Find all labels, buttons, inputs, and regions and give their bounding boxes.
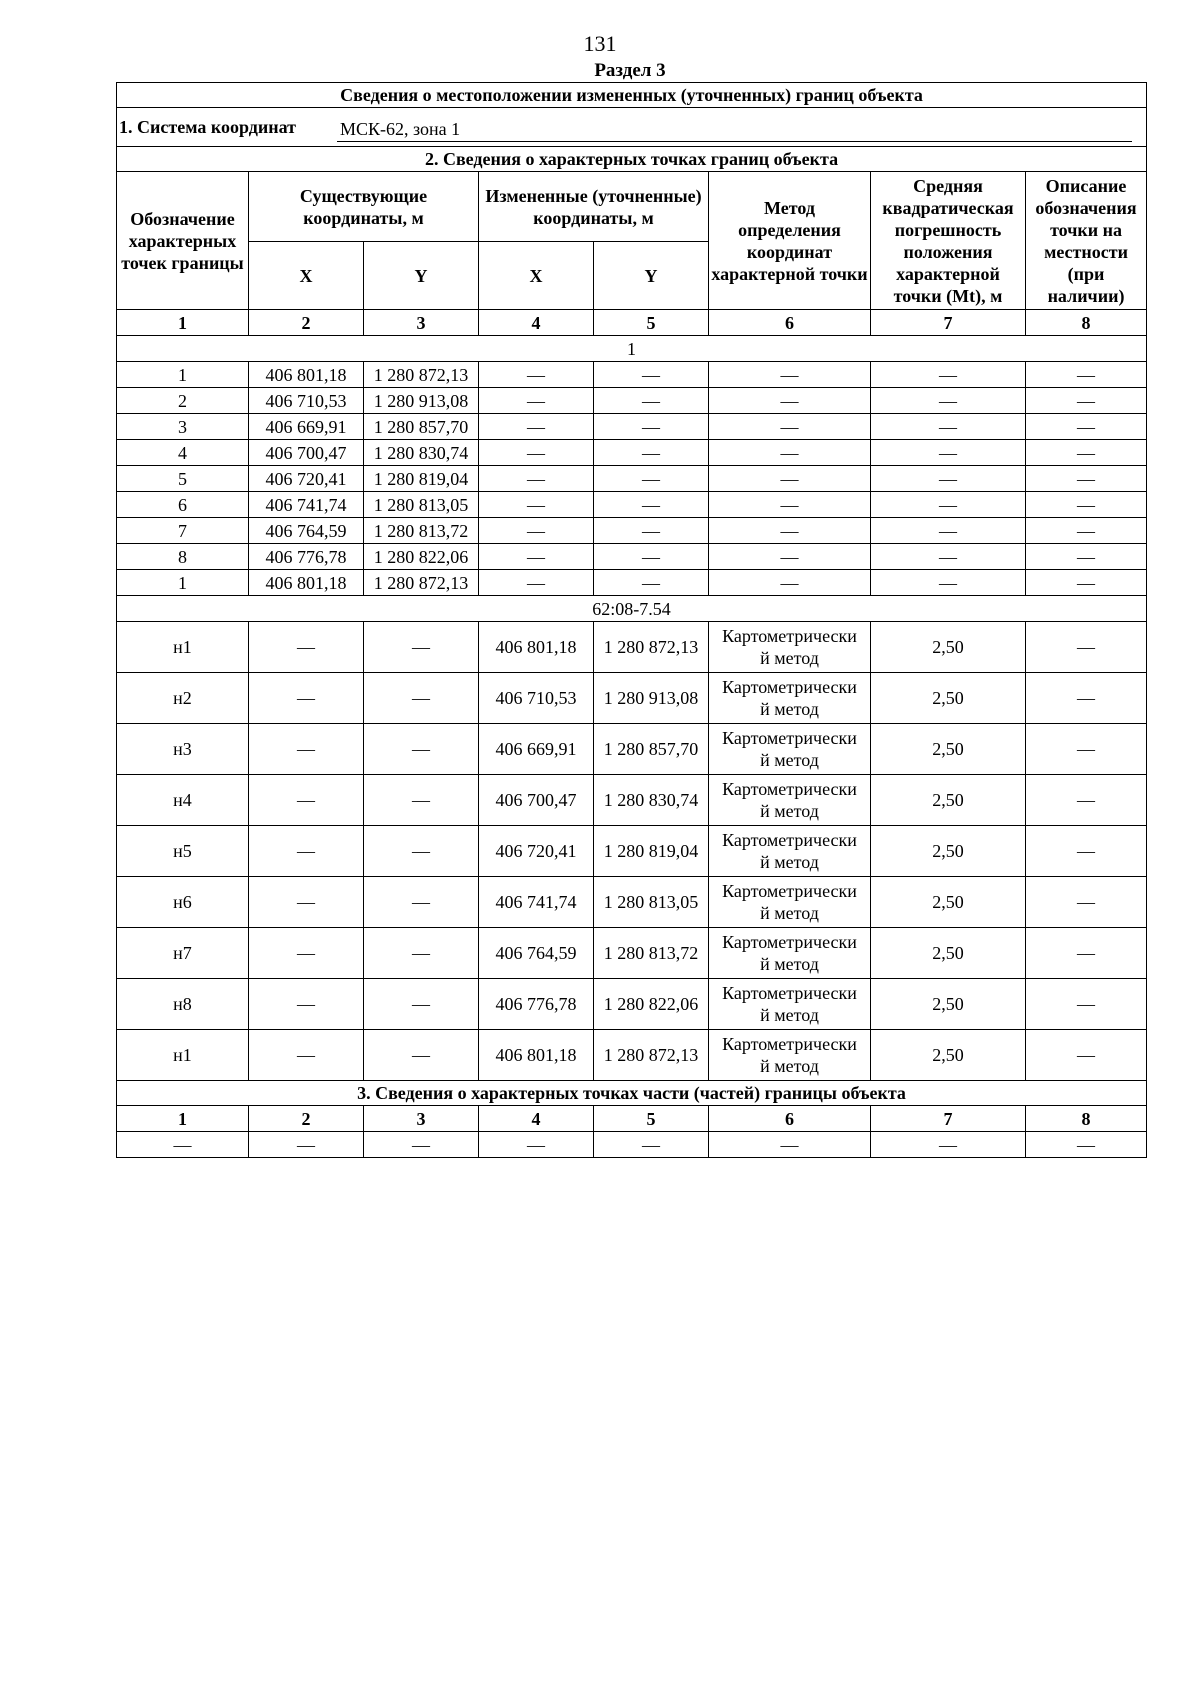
error-value: 2,50 <box>871 979 1026 1030</box>
table-row <box>117 826 1147 877</box>
part2-title: 2. Сведения о характерных точках границ объекта <box>117 147 1147 172</box>
column-number: 3 <box>364 1106 479 1132</box>
method-line: Картометрически <box>722 830 857 850</box>
error-value: 2,50 <box>871 622 1026 673</box>
description: — <box>1026 362 1147 388</box>
table-title: Сведения о местоположении измененных (уточненных) границ объекта <box>117 83 1147 108</box>
changed-x: — <box>479 466 594 492</box>
column-number: 6 <box>709 310 871 336</box>
empty-cell: — <box>479 1132 594 1158</box>
header-changed-y: Y <box>594 242 709 310</box>
error-value: — <box>871 466 1026 492</box>
method: — <box>709 362 871 388</box>
boundary-table <box>116 82 1147 1158</box>
column-number: 2 <box>249 1106 364 1132</box>
error-value: 2,50 <box>871 775 1026 826</box>
point-label: н3 <box>117 724 249 775</box>
method-line: й метод <box>760 1005 819 1025</box>
changed-y: — <box>594 466 709 492</box>
point-label: н8 <box>117 979 249 1030</box>
changed-y: 1 280 830,74 <box>594 775 709 826</box>
error-value: 2,50 <box>871 928 1026 979</box>
empty-cell: — <box>594 1132 709 1158</box>
empty-cell: — <box>709 1132 871 1158</box>
existing-y: 1 280 813,72 <box>364 518 479 544</box>
table-row <box>117 362 1147 388</box>
group-label: 62:08-7.54 <box>117 596 1147 622</box>
description: — <box>1026 877 1147 928</box>
method: — <box>709 544 871 570</box>
description: — <box>1026 826 1147 877</box>
point-label: 5 <box>117 466 249 492</box>
method-line: Картометрически <box>722 728 857 748</box>
header-existing-x: X <box>249 242 364 310</box>
description: — <box>1026 388 1147 414</box>
existing-x: 406 764,59 <box>249 518 364 544</box>
changed-x: — <box>479 518 594 544</box>
existing-y: 1 280 822,06 <box>364 544 479 570</box>
method: — <box>709 414 871 440</box>
changed-x: 406 801,18 <box>479 622 594 673</box>
method-line: Картометрически <box>722 983 857 1003</box>
description: — <box>1026 414 1147 440</box>
table-row <box>117 518 1147 544</box>
error-value: — <box>871 544 1026 570</box>
changed-x: — <box>479 440 594 466</box>
existing-x: 406 801,18 <box>249 570 364 596</box>
method-line: й метод <box>760 801 819 821</box>
header-changed-coords: Измененные (уточненные) координаты, м <box>479 172 709 242</box>
error-value: 2,50 <box>871 724 1026 775</box>
existing-x: 406 700,47 <box>249 440 364 466</box>
header-description: Описание обозначения точки на местности (при наличии) <box>1026 172 1147 310</box>
table-row <box>117 544 1147 570</box>
existing-x: 406 720,41 <box>249 466 364 492</box>
table-row <box>117 466 1147 492</box>
existing-y: — <box>364 928 479 979</box>
table-row <box>117 724 1147 775</box>
table-row <box>117 877 1147 928</box>
column-number-row <box>117 310 1147 336</box>
method-line: Картометрически <box>722 932 857 952</box>
description: — <box>1026 1030 1147 1081</box>
empty-cell: — <box>117 1132 249 1158</box>
existing-x: — <box>249 673 364 724</box>
method <box>709 826 871 877</box>
header-existing-y: Y <box>364 242 479 310</box>
method-line: Картометрически <box>722 677 857 697</box>
method: — <box>709 466 871 492</box>
part3-title-row <box>117 1081 1147 1106</box>
existing-x: — <box>249 622 364 673</box>
existing-y: 1 280 872,13 <box>364 570 479 596</box>
table-row <box>117 492 1147 518</box>
existing-y: 1 280 872,13 <box>364 362 479 388</box>
empty-cell: — <box>1026 1132 1147 1158</box>
empty-cell: — <box>871 1132 1026 1158</box>
method-line: й метод <box>760 852 819 872</box>
error-value: — <box>871 440 1026 466</box>
changed-y: 1 280 819,04 <box>594 826 709 877</box>
method-line: й метод <box>760 750 819 770</box>
point-label: 1 <box>117 570 249 596</box>
changed-y: 1 280 872,13 <box>594 622 709 673</box>
method <box>709 724 871 775</box>
error-value: — <box>871 362 1026 388</box>
changed-x: 406 741,74 <box>479 877 594 928</box>
existing-y: 1 280 813,05 <box>364 492 479 518</box>
error-value: 2,50 <box>871 877 1026 928</box>
description: — <box>1026 928 1147 979</box>
description: — <box>1026 466 1147 492</box>
column-number: 4 <box>479 1106 594 1132</box>
changed-x: 406 700,47 <box>479 775 594 826</box>
description: — <box>1026 518 1147 544</box>
error-value: — <box>871 518 1026 544</box>
existing-x: — <box>249 826 364 877</box>
existing-x: 406 776,78 <box>249 544 364 570</box>
method-line: й метод <box>760 699 819 719</box>
error-value: 2,50 <box>871 826 1026 877</box>
table-row <box>117 570 1147 596</box>
changed-y: 1 280 872,13 <box>594 1030 709 1081</box>
table-row <box>117 1132 1147 1158</box>
existing-x: — <box>249 724 364 775</box>
table-row <box>117 622 1147 673</box>
column-number: 5 <box>594 1106 709 1132</box>
existing-y: 1 280 857,70 <box>364 414 479 440</box>
method: — <box>709 570 871 596</box>
existing-y: 1 280 819,04 <box>364 466 479 492</box>
changed-x: 406 720,41 <box>479 826 594 877</box>
error-value: — <box>871 414 1026 440</box>
table-row <box>117 1030 1147 1081</box>
method: — <box>709 440 871 466</box>
table-row <box>117 928 1147 979</box>
existing-x: 406 669,91 <box>249 414 364 440</box>
method-line: й метод <box>760 1056 819 1076</box>
point-label: н1 <box>117 1030 249 1081</box>
table-row <box>117 979 1147 1030</box>
method-line: й метод <box>760 954 819 974</box>
section-title: Раздел 3 <box>594 60 666 81</box>
description: — <box>1026 492 1147 518</box>
table-row <box>117 673 1147 724</box>
header-changed-x: X <box>479 242 594 310</box>
table-row <box>117 440 1147 466</box>
error-value: — <box>871 492 1026 518</box>
existing-x: — <box>249 979 364 1030</box>
description: — <box>1026 775 1147 826</box>
coord-system-label: 1. Система координат <box>119 117 296 137</box>
group-row <box>117 596 1147 622</box>
changed-y: — <box>594 414 709 440</box>
existing-x: — <box>249 1030 364 1081</box>
method <box>709 775 871 826</box>
changed-x: 406 669,91 <box>479 724 594 775</box>
method <box>709 673 871 724</box>
description: — <box>1026 724 1147 775</box>
method: — <box>709 388 871 414</box>
existing-y: 1 280 913,08 <box>364 388 479 414</box>
changed-x: 406 710,53 <box>479 673 594 724</box>
description: — <box>1026 622 1147 673</box>
changed-x: 406 764,59 <box>479 928 594 979</box>
column-number: 8 <box>1026 310 1147 336</box>
error-value: — <box>871 388 1026 414</box>
description: — <box>1026 979 1147 1030</box>
changed-x: — <box>479 544 594 570</box>
method <box>709 877 871 928</box>
error-value: — <box>871 570 1026 596</box>
table-row <box>117 775 1147 826</box>
method <box>709 979 871 1030</box>
method-line: Картометрически <box>722 881 857 901</box>
point-label: 3 <box>117 414 249 440</box>
column-number: 7 <box>871 1106 1026 1132</box>
method <box>709 928 871 979</box>
existing-x: — <box>249 877 364 928</box>
existing-y: — <box>364 724 479 775</box>
point-label: н1 <box>117 622 249 673</box>
changed-y: — <box>594 518 709 544</box>
point-label: 4 <box>117 440 249 466</box>
column-number: 6 <box>709 1106 871 1132</box>
page-number: 131 <box>583 31 617 56</box>
error-value: 2,50 <box>871 673 1026 724</box>
changed-x: 406 776,78 <box>479 979 594 1030</box>
point-label: 1 <box>117 362 249 388</box>
existing-y: — <box>364 775 479 826</box>
group-label: 1 <box>117 336 1147 362</box>
table-row <box>117 414 1147 440</box>
changed-x: — <box>479 492 594 518</box>
column-number: 2 <box>249 310 364 336</box>
column-number: 4 <box>479 310 594 336</box>
point-label: н2 <box>117 673 249 724</box>
coord-system-row <box>117 108 1147 147</box>
column-number-row <box>117 1106 1147 1132</box>
method-line: й метод <box>760 648 819 668</box>
existing-x: 406 710,53 <box>249 388 364 414</box>
changed-x: — <box>479 570 594 596</box>
column-number: 5 <box>594 310 709 336</box>
error-value: 2,50 <box>871 1030 1026 1081</box>
existing-y: — <box>364 826 479 877</box>
point-label: 8 <box>117 544 249 570</box>
point-label: 6 <box>117 492 249 518</box>
empty-cell: — <box>364 1132 479 1158</box>
point-label: н5 <box>117 826 249 877</box>
existing-x: — <box>249 775 364 826</box>
existing-y: — <box>364 979 479 1030</box>
changed-y: — <box>594 440 709 466</box>
column-number: 3 <box>364 310 479 336</box>
method <box>709 622 871 673</box>
table-row <box>117 388 1147 414</box>
changed-y: — <box>594 544 709 570</box>
changed-y: — <box>594 388 709 414</box>
point-label: 7 <box>117 518 249 544</box>
existing-y: 1 280 830,74 <box>364 440 479 466</box>
changed-y: — <box>594 362 709 388</box>
point-label: н6 <box>117 877 249 928</box>
existing-y: — <box>364 877 479 928</box>
method: — <box>709 518 871 544</box>
changed-x: — <box>479 414 594 440</box>
method-line: Картометрически <box>722 1034 857 1054</box>
method-line: Картометрически <box>722 626 857 646</box>
existing-y: — <box>364 1030 479 1081</box>
group-row <box>117 336 1147 362</box>
method-line: й метод <box>760 903 819 923</box>
method-line: Картометрически <box>722 779 857 799</box>
column-number: 8 <box>1026 1106 1147 1132</box>
changed-x: — <box>479 388 594 414</box>
changed-y: 1 280 913,08 <box>594 673 709 724</box>
existing-x: — <box>249 928 364 979</box>
existing-x: 406 741,74 <box>249 492 364 518</box>
coord-system-value: МСК-62, зона 1 <box>337 117 1132 142</box>
point-label: н4 <box>117 775 249 826</box>
changed-y: 1 280 813,05 <box>594 877 709 928</box>
changed-x: — <box>479 362 594 388</box>
changed-x: 406 801,18 <box>479 1030 594 1081</box>
method <box>709 1030 871 1081</box>
header-error: Средняя квадратическая погрешность положения характерной точки (Mt), м <box>871 172 1026 310</box>
description: — <box>1026 440 1147 466</box>
part3-title: 3. Сведения о характерных точках части (частей) границы объекта <box>117 1081 1147 1106</box>
changed-y: 1 280 813,72 <box>594 928 709 979</box>
existing-y: — <box>364 673 479 724</box>
header-existing-coords: Существующие координаты, м <box>249 172 479 242</box>
header-point-designation: Обозначение характерных точек границы <box>117 172 249 310</box>
point-label: 2 <box>117 388 249 414</box>
column-number: 1 <box>117 310 249 336</box>
method: — <box>709 492 871 518</box>
column-number: 1 <box>117 1106 249 1132</box>
changed-y: 1 280 857,70 <box>594 724 709 775</box>
column-number: 7 <box>871 310 1026 336</box>
description: — <box>1026 544 1147 570</box>
existing-y: — <box>364 622 479 673</box>
description: — <box>1026 673 1147 724</box>
existing-x: 406 801,18 <box>249 362 364 388</box>
header-method: Метод определения координат характерной точки <box>709 172 871 310</box>
changed-y: — <box>594 492 709 518</box>
changed-y: — <box>594 570 709 596</box>
point-label: н7 <box>117 928 249 979</box>
changed-y: 1 280 822,06 <box>594 979 709 1030</box>
description: — <box>1026 570 1147 596</box>
empty-cell: — <box>249 1132 364 1158</box>
